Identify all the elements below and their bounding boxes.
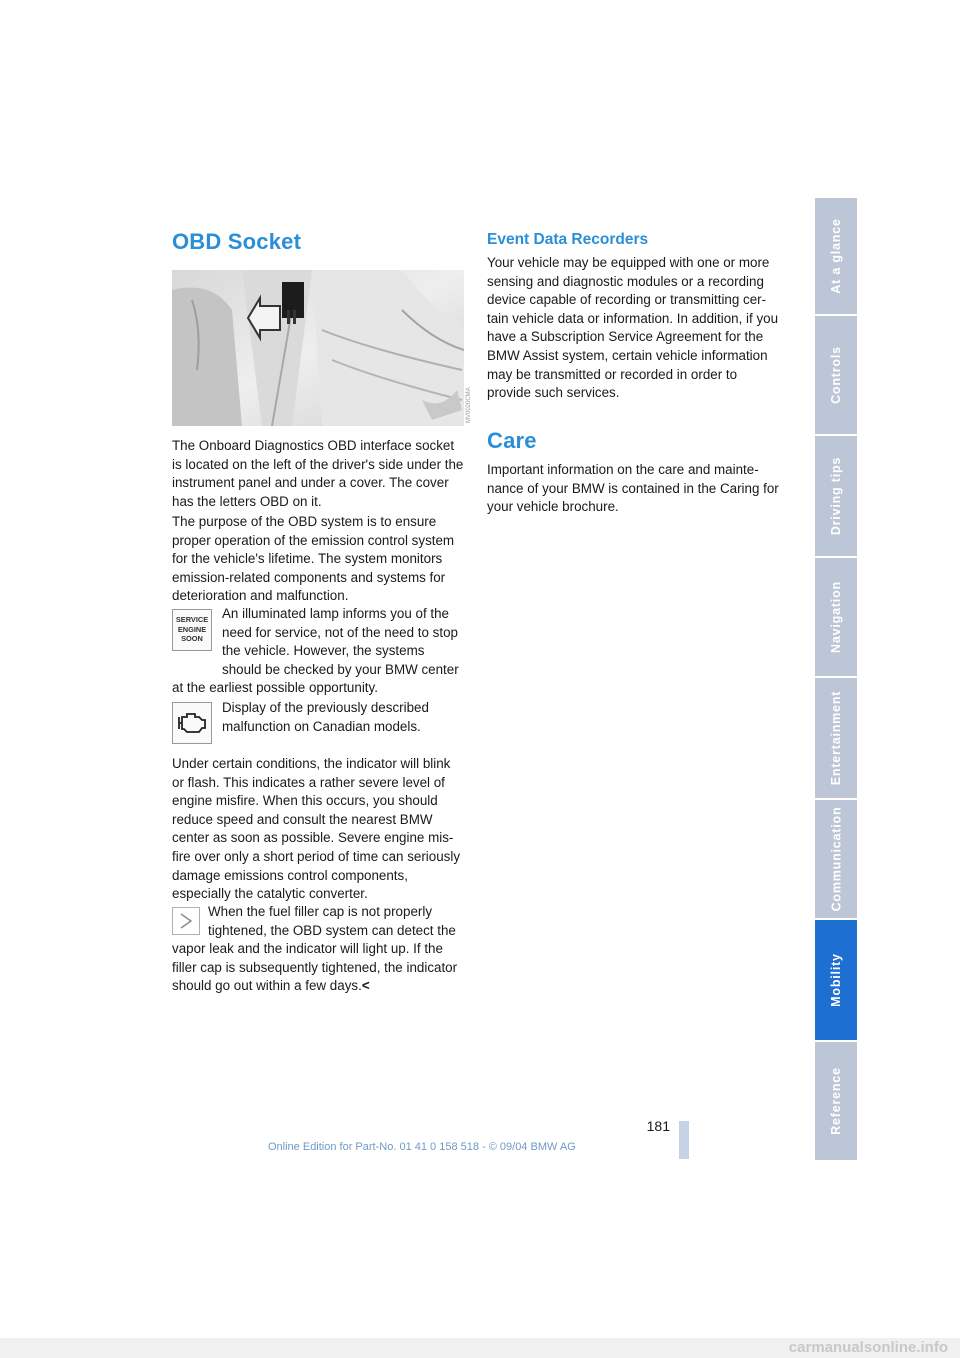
tab-driving-tips[interactable]: Driving tips: [815, 436, 857, 557]
check-engine-icon: [172, 702, 212, 744]
edition-footer: Online Edition for Part-No. 01 41 0 158 518 - © 09/04 BMW AG: [268, 1141, 576, 1153]
obd-socket-figure: [172, 270, 464, 426]
obd-paragraph-canadian: Display of the previously described malfunction on Canadian models.: [222, 700, 429, 734]
obd-socket-illustration: [172, 270, 464, 426]
watermark-bar: [0, 1338, 960, 1358]
section-title-obd-socket: OBD Socket: [172, 229, 302, 254]
obd-paragraph-purpose: The purpose of the OBD system is to ensure proper operation of the emission control system for the vehicle's lifetime. The system monitors emission-related components and systems for deterioration and malfunction.: [172, 514, 455, 604]
obd-paragraph-location: The Onboard Diagnostics OBD interface socket is located on the left of the driver's side under the instrument panel and under a cover. The cover has the letters OBD on it.: [172, 438, 464, 509]
figure-code: MV0020CMA: [466, 387, 472, 423]
obd-paragraph-fuel-cap: When the fuel filler cap is not properly tightened, the OBD system can detect the vapor leak and the indicator will light up. If the filler cap is subsequently tightened, the indicator should go out within a few days.<: [172, 904, 458, 994]
tab-reference[interactable]: Reference: [815, 1042, 857, 1161]
tab-at-a-glance[interactable]: At a glance: [815, 198, 857, 315]
obd-paragraph-misfire: Under certain conditions, the indicator will blink or flash. This indicates a rather severe level of engine misfire. When this occurs, you should reduce speed and consult the nearest BMW center as soon as possible. Severe engine misfire over only a short period of time can seriously damage emissions control components, especially the catalytic converter.: [172, 756, 461, 902]
watermark-text[interactable]: carmanualsonline.info: [788, 1339, 948, 1356]
tab-communication[interactable]: Communication: [815, 800, 857, 919]
page-number: 181: [646, 1118, 670, 1134]
care-paragraph: Important information on the care and maintenance of your BMW is contained in the Caring for your vehicle brochure.: [487, 462, 779, 515]
tab-navigation[interactable]: Navigation: [815, 558, 857, 677]
section-title-care: Care: [487, 428, 537, 453]
tab-mobility[interactable]: Mobility: [815, 920, 857, 1041]
tab-entertainment[interactable]: Entertainment: [815, 678, 857, 799]
event-data-paragraph: Your vehicle may be equipped with one or more sensing and diagnostic modules or a recording device capable of recording or transmitting certain vehicle data or information. In addition, if you have a Subscription Service Agreement for the BMW Assist system, certain vehicle information may be transmitted or recorded in order to provide such services.: [487, 255, 779, 401]
service-engine-soon-icon: SERVICE ENGINE SOON: [172, 609, 212, 651]
obd-paragraph-lamp: An illuminated lamp informs you of the need for service, not of the need to stop the vehicle. However, the systems should be checked by your BMW center at the earliest possible opportunity.: [172, 606, 459, 696]
section-title-event-data-recorders: Event Data Recorders: [487, 231, 649, 248]
page-marker-bar: [679, 1121, 689, 1159]
tab-controls[interactable]: Controls: [815, 316, 857, 435]
